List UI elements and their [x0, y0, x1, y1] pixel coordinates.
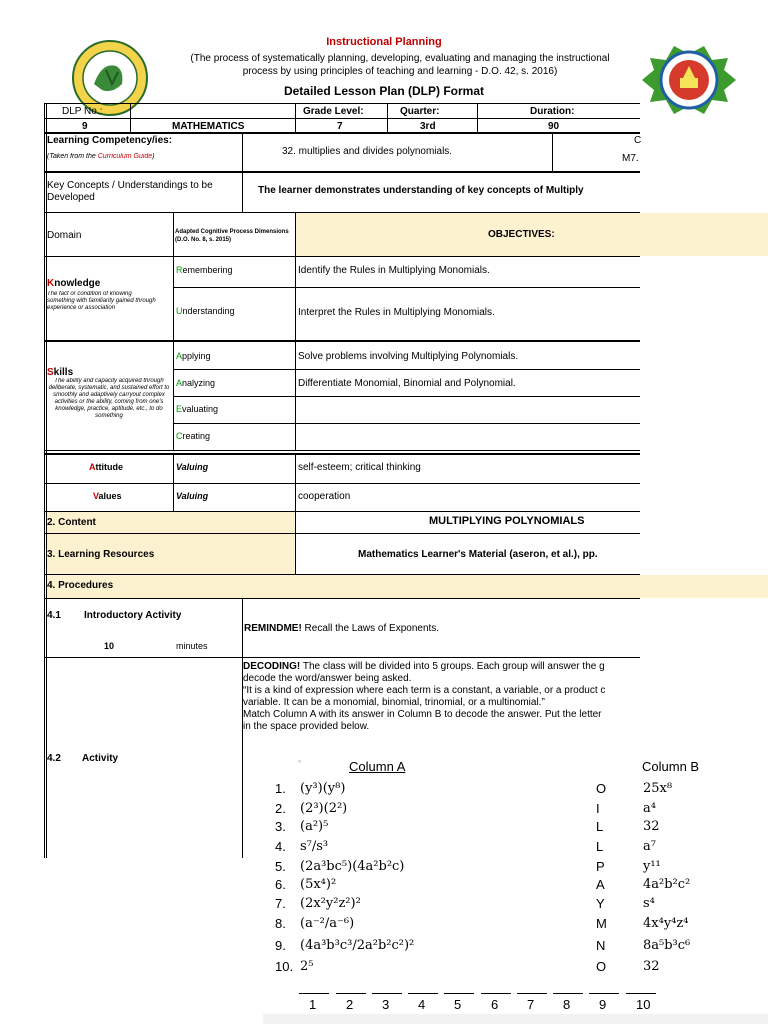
answer-number: 3: [382, 997, 390, 1012]
remembering-objective: Identify the Rules in Multiplying Monomials.: [298, 265, 490, 276]
duration-value: 90: [548, 121, 560, 132]
skills-label: [47, 367, 73, 378]
attitude-objective: self-esteem; critical thinking: [298, 462, 421, 473]
decoding-line-4: variable. It can be a monomial, binomial, trinomial, or a multinomial.”: [243, 697, 545, 708]
procedures-bg: [47, 575, 768, 598]
skills-rest: kills: [53, 367, 74, 378]
creating-label: [176, 431, 210, 441]
understanding-first-letter: U: [176, 306, 183, 316]
row-divider: [44, 598, 640, 599]
column-a-expression: 2⁵: [300, 959, 314, 974]
dlp-no-value: 9: [82, 121, 88, 132]
row-divider: [173, 287, 640, 288]
decoding-line-3: “It is a kind of expression where each term is a constant, a variable, or a product c: [243, 685, 606, 696]
skills-first-letter: S: [47, 367, 54, 378]
col-divider: [387, 103, 388, 133]
column-a-expression: (2³)(2²): [300, 801, 348, 816]
grade-level-label: Grade Level:: [303, 106, 364, 117]
table-left-border: [44, 103, 45, 858]
remembering-first-letter: R: [176, 265, 183, 275]
values-first-letter: V: [93, 491, 99, 501]
col-divider: [552, 133, 553, 171]
knowledge-rest: nowledge: [54, 278, 101, 289]
item-number: 8.: [275, 916, 286, 931]
evaluating-rest: valuating: [182, 404, 219, 414]
remindme-bold: REMINDME!: [244, 623, 302, 634]
deped-seal-logo: [72, 40, 148, 116]
creating-first-letter: C: [176, 431, 183, 441]
remembering-label: [176, 265, 233, 275]
col-divider: [130, 103, 131, 133]
intro-title: Introductory Activity: [84, 610, 182, 621]
item-letter: M: [596, 916, 607, 931]
analyzing-first-letter: A: [176, 378, 183, 388]
column-b-answer: 32: [643, 819, 660, 834]
col-divider: [477, 103, 478, 133]
key-concepts-value: The learner demonstrates understanding of key concepts of Multiply: [258, 185, 584, 196]
column-a-expression: (2x²y²z²)²: [300, 896, 361, 911]
values-process: Valuing: [176, 491, 209, 501]
column-b-answer: 4x⁴y⁴z⁴: [643, 916, 689, 931]
attitude-label: [89, 462, 123, 472]
column-b-answer: y¹¹: [643, 859, 661, 874]
knowledge-label: [47, 278, 100, 289]
answer-blank-line[interactable]: [626, 993, 656, 994]
col-divider: [295, 511, 296, 575]
item-letter: O: [596, 781, 607, 796]
skills-description: The ability and capacity acquired through deliberate, systematic, and sustained effort to smoothly and adaptively carryout complex activities or the ability, coming from one's knowledge, practice, aptitude, etc., to do something: [48, 378, 170, 419]
row-divider: [44, 171, 640, 173]
decoding-line-1-text: The class will be divided into 5 groups. Each group will answer the g: [300, 661, 605, 672]
small-marker-icon: ▫: [298, 757, 301, 766]
item-letter: Y: [596, 896, 605, 911]
evaluating-label: [176, 404, 218, 414]
decoding-line-6: in the space provided below.: [243, 721, 370, 732]
answer-blank-line[interactable]: [444, 993, 474, 994]
table-left-border-inner: [46, 103, 47, 858]
note-suffix: ): [152, 153, 155, 160]
item-number: 5.: [275, 859, 286, 874]
column-b-answer: 4a²b²c²: [643, 877, 691, 892]
dlp-no-label: DLP No.:: [62, 106, 103, 117]
evaluating-first-letter: E: [176, 404, 183, 414]
competency-label: Learning Competency/ies:: [47, 135, 173, 146]
column-a-expression: (4a³b³c³/2a²b²c²)²: [300, 938, 415, 953]
analyzing-label: [176, 378, 215, 388]
answer-blank-line[interactable]: [481, 993, 511, 994]
quarter-label: Quarter:: [400, 106, 440, 117]
column-a-expression: (5x⁴)²: [300, 877, 337, 892]
duration-label: Duration:: [530, 106, 575, 117]
applying-first-letter: A: [176, 351, 183, 361]
item-number: 9.: [275, 938, 286, 953]
quarter-value: 3rd: [420, 121, 436, 132]
learning-area-value: MATHEMATICS: [172, 121, 245, 132]
curriculum-guide-link: Curriculum Guide: [97, 153, 153, 160]
domain-header: Domain: [47, 230, 82, 241]
competency-value: 32. multiplies and divides polynomials.: [282, 146, 453, 157]
item-number: 4.: [275, 839, 286, 854]
bottom-gray-bar: [263, 1014, 768, 1024]
attitude-first-letter: A: [89, 462, 96, 472]
objectives-header: OBJECTIVES:: [488, 229, 555, 240]
answer-blank-line[interactable]: [408, 993, 438, 994]
remindme-rest: Recall the Laws of Exponents.: [301, 623, 440, 634]
attitude-process: Valuing: [176, 462, 209, 472]
adapted-process-header: Adapted Cognitive Process Dimensions (D.O. No. 8, s. 2015): [175, 229, 289, 243]
instructional-planning-title: Instructional Planning: [326, 36, 442, 48]
column-b-answer: a⁷: [643, 839, 656, 854]
column-b-answer: a⁴: [643, 801, 656, 816]
item-number: 3.: [275, 819, 286, 834]
item-number: 7.: [275, 896, 286, 911]
description-line-2: process by using principles of teaching and learning - D.O. 42, s. 2016): [242, 66, 558, 77]
applying-label: [176, 351, 211, 361]
row-divider: [173, 396, 640, 397]
attitude-rest: ttitude: [95, 462, 123, 472]
understanding-label: [176, 306, 235, 316]
row-divider: [44, 483, 640, 484]
understanding-rest: nderstanding: [182, 306, 235, 316]
column-a-expression: (2a³bc⁵)(4a²b²c): [300, 859, 405, 874]
grade-level-value: 7: [337, 121, 343, 132]
column-a-expression: (a⁻²/a⁻⁶): [300, 916, 355, 931]
remindme-text: [244, 623, 439, 634]
table-top-border: [44, 103, 640, 104]
answer-number: 9: [599, 997, 607, 1012]
activity-title: Activity: [82, 753, 119, 764]
description-line-1: (The process of systematically planning, developing, evaluating and managing the instructional: [190, 53, 610, 64]
col-divider: [173, 213, 174, 341]
resources-value: Mathematics Learner's Material (aseron, et al.), pp.: [358, 549, 598, 560]
answer-number: 10: [636, 997, 651, 1012]
code-value: M7.: [622, 153, 639, 164]
decoding-line-1: [243, 661, 640, 673]
column-b-answer: s⁴: [643, 896, 655, 911]
answer-number: 6: [491, 997, 499, 1012]
applying-objective: Solve problems involving Multiplying Polynomials.: [298, 351, 519, 362]
decoding-line-2: decode the word/answer being asked.: [243, 673, 412, 684]
answer-number: 2: [346, 997, 354, 1012]
note-prefix: (Taken from the: [47, 153, 98, 160]
column-a-title: Column A: [349, 759, 406, 774]
answer-blank-line[interactable]: [589, 993, 619, 994]
creating-rest: reating: [182, 431, 211, 441]
intro-minutes-label: minutes: [176, 641, 208, 651]
item-number: 10.: [275, 959, 294, 974]
content-value: MULTIPLYING POLYNOMIALS: [429, 515, 585, 527]
resources-label: 3. Learning Resources: [47, 549, 155, 560]
answer-blank-line[interactable]: [553, 993, 583, 994]
decoding-paragraph: [243, 661, 640, 733]
decoding-bold: DECODING!: [243, 661, 301, 672]
understanding-objective: Interpret the Rules in Multiplying Monomials.: [298, 307, 495, 318]
col-divider: [295, 103, 296, 133]
item-number: 1.: [275, 781, 286, 796]
row-divider: [44, 657, 640, 658]
col-divider: [242, 133, 243, 171]
item-letter: P: [596, 859, 605, 874]
answer-number: 4: [418, 997, 426, 1012]
knowledge-first-letter: K: [47, 278, 55, 289]
column-b-title: Column B: [642, 759, 700, 774]
column-b-answer: 25x⁸: [643, 781, 673, 796]
answer-number: 7: [527, 997, 535, 1012]
values-objective: cooperation: [298, 491, 351, 502]
item-letter: L: [596, 839, 604, 854]
knowledge-description: The fact or condition of knowing something with familiarity gained through experience or association: [47, 291, 156, 311]
row-divider: [44, 132, 640, 134]
row-divider: [44, 340, 640, 342]
analyzing-rest: nalyzing: [182, 378, 216, 388]
item-number: 6.: [275, 877, 286, 892]
curriculum-guide-note: [47, 153, 155, 160]
values-rest: alues: [98, 491, 122, 501]
instructional-planning-description: [170, 52, 630, 78]
procedures-label: 4. Procedures: [47, 580, 114, 591]
item-letter: A: [596, 877, 605, 892]
intro-number: 4.1: [47, 610, 61, 621]
column-b-answer: 8a⁵b³c⁶: [643, 938, 691, 953]
column-a-expression: (y³)(y⁸): [300, 781, 346, 796]
row-divider: [44, 450, 640, 451]
row-divider: [44, 118, 640, 119]
answer-blank-line[interactable]: [299, 993, 329, 994]
answer-blank-line[interactable]: [336, 993, 366, 994]
column-a-expression: s⁷/s³: [300, 839, 329, 854]
item-letter: O: [596, 959, 607, 974]
key-concepts-label: Key Concepts / Understandings to be Developed: [47, 180, 213, 203]
analyzing-objective: Differentiate Monomial, Binomial and Polynomial.: [298, 378, 516, 389]
col-divider: [242, 172, 243, 212]
values-label: [93, 491, 122, 501]
item-letter: N: [596, 938, 606, 953]
column-a-expression: (a²)⁵: [300, 819, 329, 834]
answer-number: 8: [563, 997, 571, 1012]
dlp-format-title: Detailed Lesson Plan (DLP) Format: [283, 84, 485, 98]
remembering-rest: emembering: [182, 265, 233, 275]
item-number: 2.: [275, 801, 286, 816]
decoding-line-5: Match Column A with its answer in Column B to decode the answer. Put the letter: [243, 709, 602, 720]
row-divider: [44, 453, 640, 455]
school-seal-logo: [636, 40, 742, 120]
row-divider: [44, 256, 640, 257]
code-label: C: [634, 135, 642, 146]
answer-blank-line[interactable]: [372, 993, 402, 994]
activity-number: 4.2: [47, 753, 61, 764]
item-letter: L: [596, 819, 604, 834]
intro-minutes-value: 10: [104, 641, 115, 651]
answer-blank-line[interactable]: [517, 993, 547, 994]
column-b-answer: 32: [643, 959, 660, 974]
content-label: 2. Content: [47, 517, 96, 528]
applying-rest: pplying: [182, 351, 211, 361]
item-letter: I: [596, 801, 600, 816]
row-divider: [173, 369, 640, 370]
answer-number: 1: [309, 997, 317, 1012]
row-divider: [173, 423, 640, 424]
answer-number: 5: [454, 997, 462, 1012]
